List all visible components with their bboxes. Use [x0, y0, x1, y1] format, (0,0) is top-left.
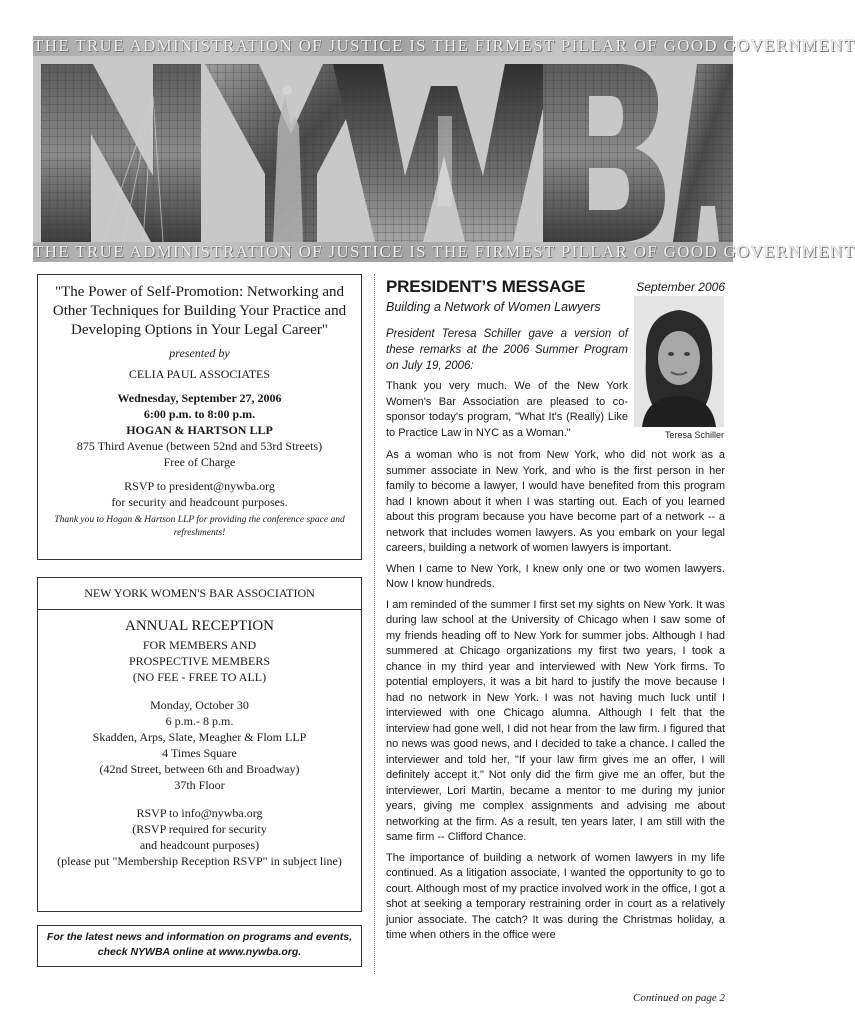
intro-italic: President Teresa Schiller gave a version of these remarks at the 2006 Summer Program on July 19, 2006: — [386, 328, 628, 372]
reception-line1: FOR MEMBERS AND — [142, 638, 257, 652]
reception-rsvp-note3: (please put "Membership Reception RSVP" in subject line) — [57, 854, 342, 868]
continued-note: Continued on page 2 — [633, 992, 725, 1004]
reception-rsvp-note2: and headcount purposes) — [139, 838, 260, 852]
reception-org: NEW YORK WOMEN'S BAR ASSOCIATION — [84, 586, 315, 600]
article-subtitle: Building a Network of Women Lawyers — [386, 300, 601, 314]
reception-floor: 37th Floor — [174, 778, 225, 792]
event-address: 875 Third Avenue (between 52nd and 53rd Streets) — [76, 439, 323, 453]
article-paragraph: As a woman who is not from New York, who did not work as a summer associate in New York, and who is the first person in her family to become a lawyer, I would have benefited from this program had I known about it when I was starting out. Each of you learned about this program because you have become part of a network -- a network that includes women lawyers. As you embark on your legal careers, building a network of women lawyers is important. — [386, 449, 725, 554]
intro-block — [386, 326, 628, 441]
reception-rsvp-note1: (RSVP required for security — [132, 822, 267, 836]
article-paragraph: The importance of building a network of women lawyers in my life continued. As a litigation associate, I wanted the opportunity to go to court. Although most of my practice involved work in the office, I got a shot at seeking a temporary restraining order in court as a relatively junior associate. The catch? It was during the Christmas holiday, a time when others in the office were — [386, 851, 725, 941]
masthead-banner — [33, 36, 855, 262]
news-text: For the latest news and information on programs and events, check NYWBA online at www.nywba.org. — [46, 931, 353, 958]
event-rsvp-purpose: for security and headcount purposes. — [111, 495, 288, 509]
reception-line3: (NO FEE - FREE TO ALL) — [132, 670, 267, 684]
event-thanks: Thank you to Hogan & Hartson LLP for providing the conference space and refreshments! — [54, 515, 345, 538]
photo-caption: Teresa Schiller — [664, 430, 724, 440]
reception-address2: (42nd Street, between 6th and Broadway) — [99, 762, 300, 776]
reception-address1: 4 Times Square — [162, 746, 237, 760]
event-rsvp: RSVP to president@nywba.org — [124, 479, 275, 493]
article-body — [386, 448, 725, 949]
issue-date: September 2006 — [636, 280, 725, 294]
reception-divider — [38, 609, 361, 610]
article-paragraph: When I came to New York, I knew only one or two women lawyers. Now I know hundreds. — [386, 562, 725, 590]
event-presenter: CELIA PAUL ASSOCIATES — [128, 367, 271, 381]
portrait-image — [634, 296, 724, 427]
motto-top: THE TRUE ADMINISTRATION OF JUSTICE IS THE FIRMEST PILLAR OF GOOD GOVERNMENT — [33, 36, 855, 55]
event-title: "The Power of Self-Promotion: Networking and Other Techniques for Building Your Practice and Developing Options in Your Legal Career" — [52, 284, 347, 338]
column-divider — [374, 274, 375, 974]
event-fee: Free of Charge — [163, 455, 236, 469]
presidents-message-heading: PRESIDENT’S MESSAGE — [386, 277, 586, 296]
event-presented-by: presented by — [169, 346, 230, 360]
reception-title: ANNUAL RECEPTION — [124, 618, 275, 634]
article-paragraph: I am reminded of the summer I first set my sights on New York. It was during law school at the University of Chicago when I saw some of my friends heading off to New York for summer jobs. Although I had summered at Chicago organizations my first two years, I took a chance in my third year and interviewed with New York firms. To potential employers, it was a bit hard to justify the move because I had no network in New York. I was not having much luck until I interviewed with one Chicago alumna. Although I felt that the interview had gone well, I did not hear from the law firm. I figured that no news was good news, and I decided to take a chance. I called the interviewer and told her, "If your law firm gives me an offer, I will definitely accept it." Not only did the firm give me an offer, but the interviewer, Lori Martin, became a mentor to me during my junior years, giving me complex assignments and advising me about networking at the firm. As a result, ten years later, I am still with the same firm -- Clifford Chance. — [386, 598, 725, 843]
reception-date: Monday, October 30 — [150, 698, 249, 712]
event-time: 6:00 p.m. to 8:00 p.m. — [143, 407, 256, 421]
reception-venue: Skadden, Arps, Slate, Meagher & Flom LLP — [92, 730, 307, 744]
news-box — [37, 925, 362, 967]
reception-time: 6 p.m.- 8 p.m. — [165, 714, 234, 728]
event-box — [37, 274, 362, 560]
president-photo — [634, 296, 724, 427]
reception-box — [37, 577, 362, 912]
intro-paragraph: Thank you very much. We of the New York Women's Bar Association are pleased to co-sponsor today's program, "What It's (Really) Like to Practice Law in NYC as a Woman." — [386, 380, 628, 439]
event-date: Wednesday, September 27, 2006 — [117, 391, 282, 405]
motto-bottom: THE TRUE ADMINISTRATION OF JUSTICE IS THE FIRMEST PILLAR OF GOOD GOVERNMENT — [33, 242, 855, 261]
nywba-logo — [33, 56, 733, 242]
event-venue: HOGAN & HARTSON LLP — [126, 423, 273, 437]
reception-line2: PROSPECTIVE MEMBERS — [128, 654, 271, 668]
reception-rsvp: RSVP to info@nywba.org — [136, 806, 263, 820]
